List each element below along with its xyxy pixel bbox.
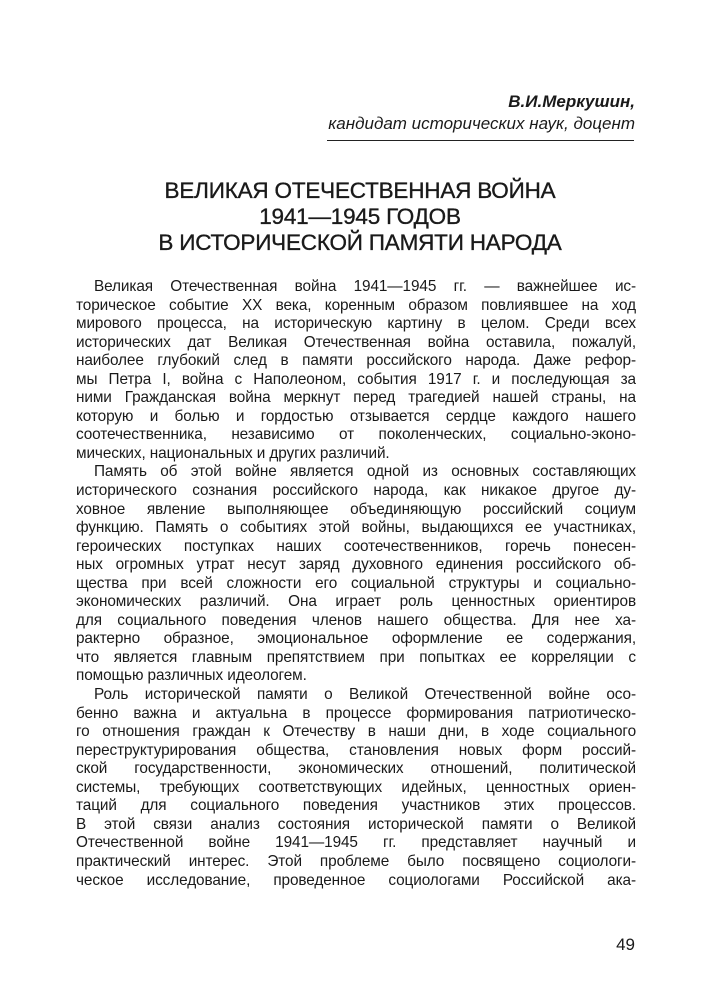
text-line: помощью различных идеологем.: [76, 667, 307, 685]
text-line: мы Петра I, война с Наполеоном, события 1917 г. и последующая за: [76, 370, 636, 388]
title-line: ВЕЛИКАЯ ОТЕЧЕСТВЕННАЯ ВОЙНА: [164, 178, 556, 203]
text-line: что является главным препятствием при попытках ее корреляции с: [76, 648, 636, 666]
text-line: мических, национальных и других различий.: [76, 444, 390, 462]
text-line: соотечественника, независимо от поколенческих, социально-эконо-: [76, 426, 636, 444]
text-line: исторического сознания российского народа, как никакое другое ду-: [76, 482, 636, 500]
text-line: ними Гражданская война меркнут перед трагедией нашей страны, на: [76, 389, 636, 407]
author-divider: [327, 140, 634, 141]
text-line: системы, требующих соответствующих идейных, ценностных ориен-: [76, 778, 636, 796]
title-line: 1941—1945 ГОДОВ: [259, 204, 461, 229]
text-line: практический интерес. Этой проблеме было посвящено социологи-: [76, 852, 636, 870]
text-line: рактерно образное, эмоциональное оформление ее содержания,: [76, 630, 636, 648]
title-line: В ИСТОРИЧЕСКОЙ ПАМЯТИ НАРОДА: [158, 230, 562, 255]
article-title: [80, 178, 640, 256]
text-line: которую и болью и гордостью отзывается сердце каждого нашего: [76, 407, 636, 425]
text-line: переструктурирования общества, становления новых форм россий-: [76, 741, 636, 759]
text-line: исторических дат Великая Отечественная война оставила, пожалуй,: [76, 333, 636, 351]
text-line: ческое исследование, проведенное социологами Российской ака-: [76, 871, 636, 889]
text-line: героических поступках наших соотечественников, горечь понесен-: [76, 537, 636, 555]
text-line: Роль исторической памяти о Великой Отечественной войне осо-: [94, 686, 636, 704]
text-line: экономических различий. Она играет роль ценностных ориентиров: [76, 593, 636, 611]
article-body: [76, 278, 636, 890]
text-line: щества при всей сложности его социальной структуры и социально-: [76, 574, 636, 592]
text-line: Великая Отечественная война 1941—1945 гг. — важнейшее ис-: [94, 278, 636, 295]
text-line: торическое событие XX века, коренным образом повлиявшее на ход: [76, 296, 636, 314]
text-line: для социального поведения членов нашего общества. Для нее ха-: [76, 611, 636, 629]
text-line: В этой связи анализ состояния исторической памяти о Великой: [76, 815, 636, 833]
text-line: наиболее глубокий след в памяти российского народа. Даже рефор-: [76, 352, 636, 370]
text-line: функцию. Память о событиях этой войны, выдающихся ее участниках,: [76, 519, 636, 537]
text-line: таций для социального поведения участников этих процессов.: [76, 797, 636, 815]
text-line: мирового процесса, на историческую картину в целом. Среди всех: [76, 315, 636, 333]
author-block: [328, 91, 635, 135]
text-line: Отечественной войне 1941—1945 гг. представляет научный и: [76, 834, 636, 852]
author-name: В.И.Меркушин,: [508, 92, 635, 111]
text-line: Память об этой войне является одной из основных составляющих: [94, 463, 636, 481]
text-line: ской государственности, экономических отношений, политической: [76, 760, 636, 778]
author-credentials: кандидат исторических наук, доцент: [328, 114, 635, 133]
text-line: го отношения граждан к Отечеству в наши дни, в ходе социального: [76, 723, 636, 741]
text-line: ховное явление выполняющее объединяющую российский социум: [76, 500, 636, 518]
page-number: 49: [616, 935, 635, 954]
text-line: ных огромных утрат несут заряд духовного единения российского об-: [76, 556, 636, 574]
text-line: бенно важна и актуальна в процессе формирования патриотическо-: [76, 704, 636, 722]
